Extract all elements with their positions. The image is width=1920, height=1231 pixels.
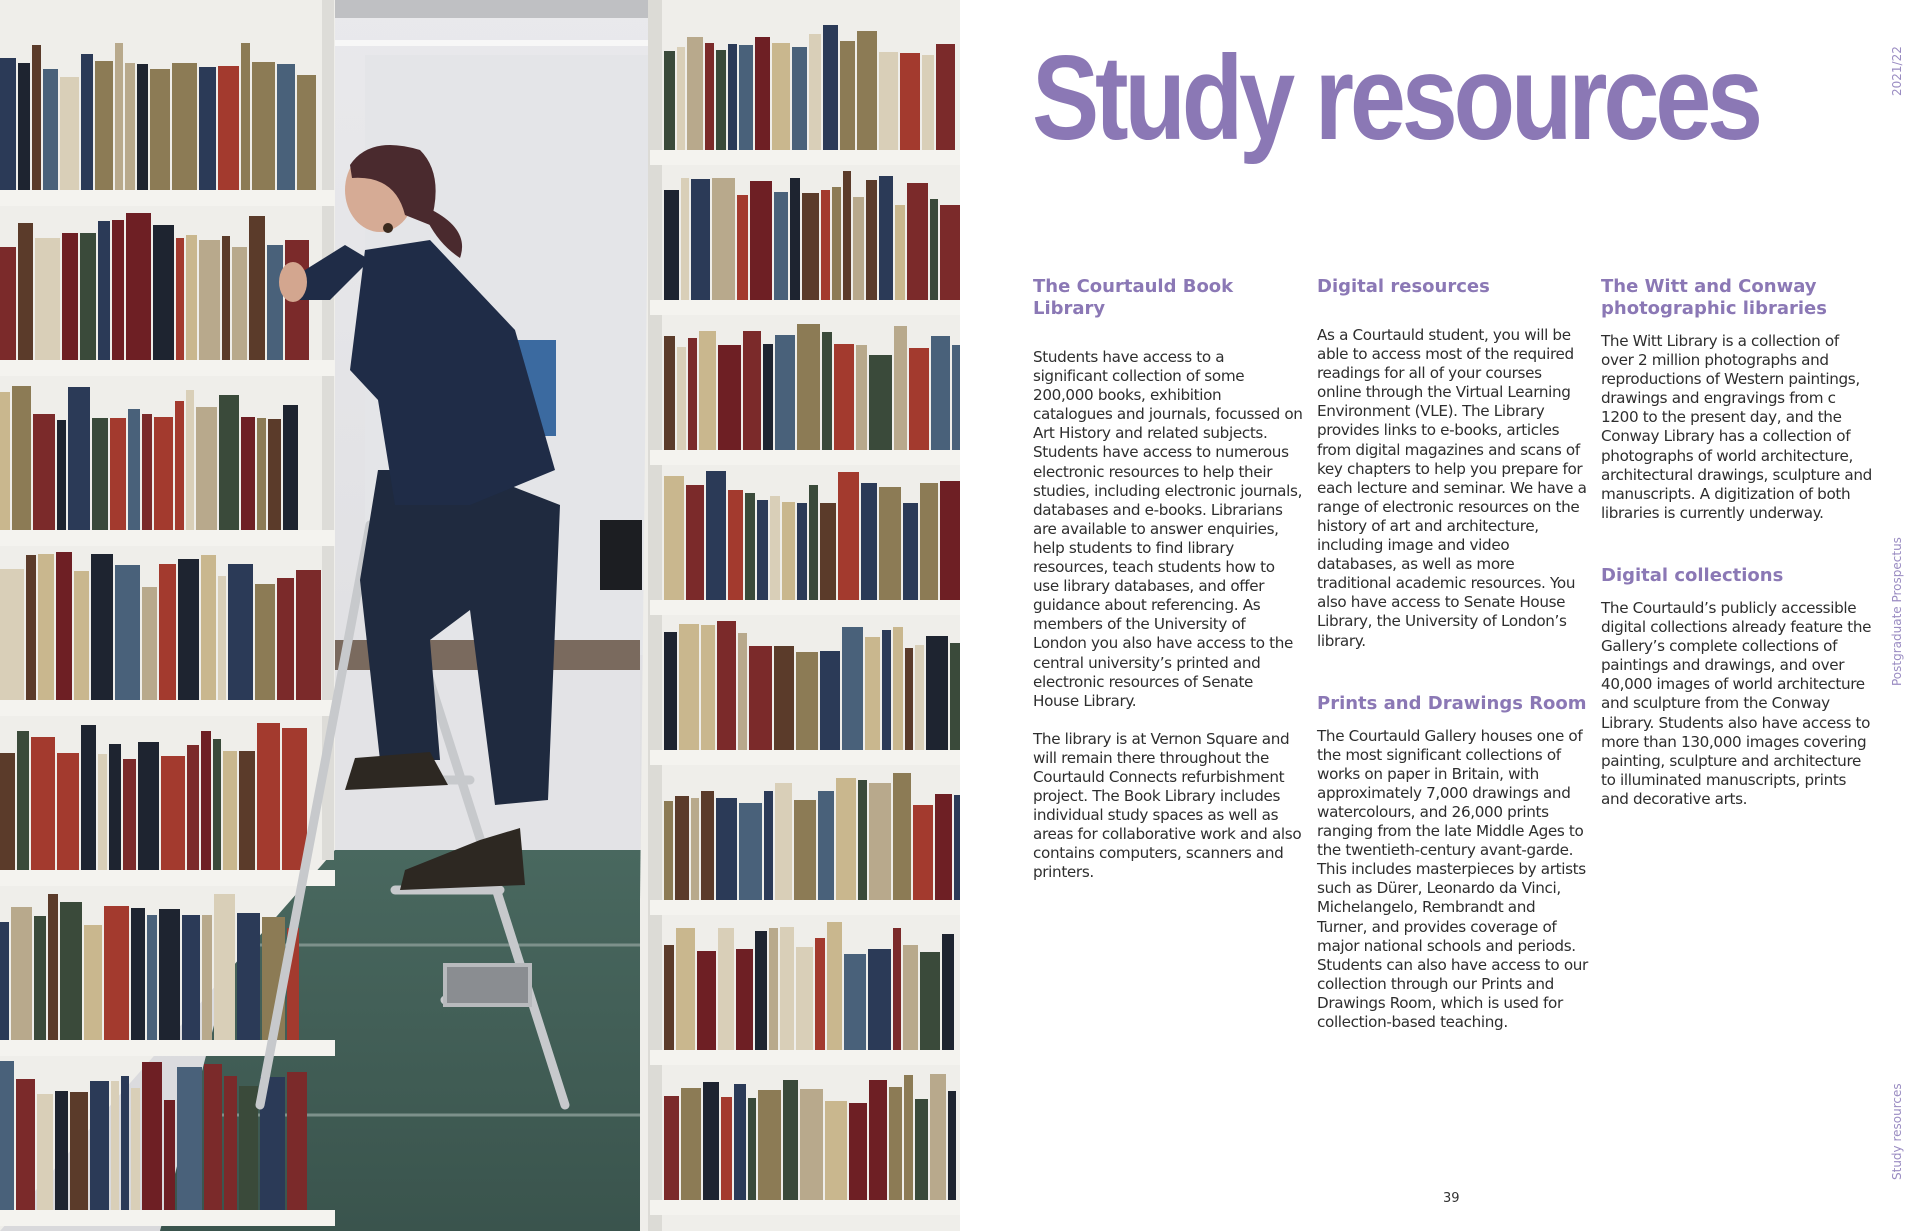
book-library-paragraph-2: The library is at Vernon Square and will remain there throughout the Courtauld Connects refurbishment project. The Book Library includes individual study spaces as well as areas for collaborative work and also contains computers, scanners and printers. [1033, 729, 1302, 882]
column-witt-and-digital-collections [1601, 276, 1873, 809]
section-heading-digital-resources: Digital resources [1317, 276, 1490, 297]
digital-collections-paragraph: The Courtauld’s publicly accessible digital collections already feature the Gallery’s complete collections of paintings and drawings, and over 40,000 images of world architecture and sculpture from the Conway Library. Students also have access to more than 130,000 images covering painting, sculpture and architecture to illuminated manuscripts, prints and decorative arts. [1601, 598, 1872, 808]
witt-conway-paragraph: The Witt Library is a collection of over 2 million photographs and reproductions of Western paintings, drawings and engravings from c 1200 to the present day, and the Conway Library has a collection of photographs of world architecture, architectural drawings, sculpture and manuscripts. A digitization of both libraries is currently underway. [1601, 332, 1872, 522]
section-heading-book-library: The Courtauld Book Library [1033, 276, 1234, 319]
section-heading-digital-collections: Digital collections [1601, 564, 1784, 586]
column-book-library [1033, 276, 1303, 883]
page-number: 39 [1443, 1191, 1460, 1206]
side-label-section: Study resources [1890, 1083, 1904, 1180]
side-label-prospectus: Postgraduate Prospectus [1890, 537, 1904, 686]
page-title: Study resources [1032, 31, 1759, 165]
computer-monitor [600, 520, 642, 590]
section-heading-prints-drawings: Prints and Drawings Room [1317, 692, 1587, 714]
digital-resources-paragraph: As a Courtauld student, you will be able to access most of the required readings for all of your courses online through the Virtual Learning Environment (VLE). The Library provides links to e-books, articles from digital magazines and scans of key chapters to help you prepare for each lecture and seminar. We have a range of electronic resources on the history of art and architecture, including image and video databases, as well as more traditional academic resources. You also have access to Senate House Library, the University of London’s library. [1317, 326, 1587, 650]
section-heading-witt-conway: The Witt and Conway photographic libraries [1601, 276, 1827, 319]
text-page [960, 0, 1920, 1231]
column-digital-and-prints [1317, 276, 1589, 1032]
right-bookshelf [640, 0, 960, 1231]
book-library-paragraph-1: Students have access to a significant collection of some 200,000 books, exhibition catalogues and journals, focussed on Art History and related subjects. Students have access to numerous electronic resources to help their studies, including electronic journals, databases and e-books. Librarians are available to answer enquiries, help students to find library resources, teach students how to use library databases, and offer guidance about referencing. As members of the University of London you also have access to the central university’s printed and electronic resources of Senate House Library. [1033, 348, 1303, 710]
prints-drawings-paragraph: The Courtauld Gallery houses one of the most significant collections of works on paper in Britain, with approximately 7,000 drawings and watercolours, and 26,000 prints ranging from the late Middle Ages to the twentieth-century avant-garde. This includes masterpieces by artists such as Dürer, Leonardo da Vinci, Michelangelo, Rembrandt and Turner, and provides coverage of major national schools and periods. Students can also have access to our collection through our Prints and Drawings Room, which is used for collection-based teaching. [1317, 726, 1588, 1031]
side-label-year: 2021/22 [1890, 46, 1904, 96]
left-bookshelf [0, 0, 335, 1231]
